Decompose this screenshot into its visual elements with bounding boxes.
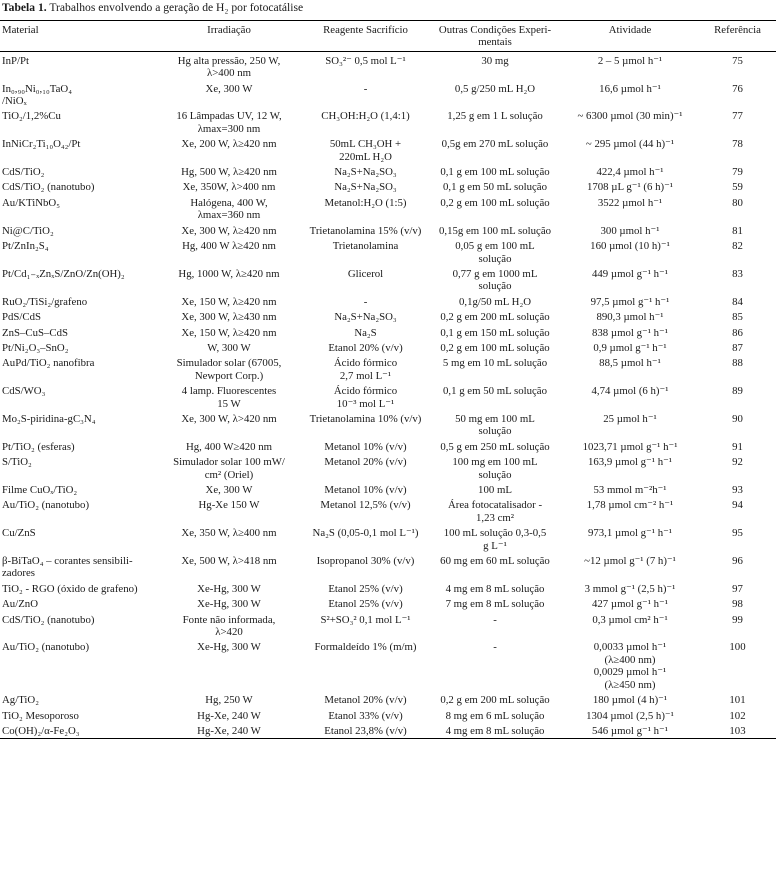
cell-referencia: 101 [729,694,746,707]
table-caption [2,1,303,15]
cell-atividade: 163,9 µmol g⁻¹ h⁻¹ [587,456,673,469]
table-row [0,638,776,691]
header-outras-condicoes: Outras Condições Experi- mentais [429,21,561,52]
table-row [0,453,776,481]
header-referencia: Referência [699,21,776,52]
cell-referencia: 59 [732,181,743,194]
table-row [0,611,776,639]
cell-atividade: 0,3 µmol cm² h⁻¹ [592,613,668,626]
cell-referencia: 87 [732,341,743,354]
header-reagente: Reagente Sacrifício [302,21,429,52]
cell-reagente: Etanol 25% (v/v) [328,582,403,595]
cell-condicoes: 0,2 g em 200 mL solução [440,311,550,324]
cell-referencia: 79 [732,166,743,179]
cell-condicoes: 0,77 g em 1000 mL solução [452,267,538,293]
cell-atividade: 422,4 µmol h⁻¹ [596,166,664,179]
cell-material: Au/TiO₂ (nanotubo) [2,641,90,654]
cell-material: CdS/TiO₂ [2,166,45,179]
cell-referencia: 93 [732,484,743,496]
cell-referencia: 103 [699,722,776,739]
cell-atividade: 160 µmol (10 h)⁻¹ [590,240,670,253]
cell-material: Au/TiO₂ (nanotubo) [2,499,90,512]
cell-reagente: Glicerol [347,267,384,280]
cell-material: RuO₂/TiSi₂/grafeno [2,295,88,308]
cell-material: Ni@C/TiO₂ [2,224,54,237]
cell-material: Au/KTiNbO₅ [2,196,60,209]
cell-condicoes: 5 mg em 10 mL solução [442,357,548,370]
cell-condicoes: 1,25 g em 1 L solução [447,110,543,123]
cell-referencia: 75 [732,54,743,67]
cell-reagente: Ácido fórmico 10⁻³ mol L⁻¹ [333,385,398,410]
cell-atividade: 3 mmol g⁻¹ (2,5 h)⁻¹ [584,582,676,595]
cell-atividade: 53 mmol m⁻²h⁻¹ [593,484,667,496]
cell-irradiacao: Xe, 300 W, λ>420 nm [181,412,277,425]
cell-atividade: 1304 µmol (2,5 h)⁻¹ [586,709,674,722]
cell-referencia: 81 [732,224,743,237]
cell-atividade: 449 µmol g⁻¹ h⁻¹ [592,267,668,280]
cell-material: Ag/TiO₂ [2,694,39,707]
cell-reagente: Na₂S+Na₂SO₃ [334,181,397,194]
cell-irradiacao: Xe, 200 W, λ≥420 nm [181,138,277,151]
cell-material: β-BiTaO₄ – corantes sensibili- zadores [2,555,133,580]
cell-irradiacao: Xe-Hg, 300 W [197,641,261,654]
table-row [0,707,776,722]
table-row [0,410,776,438]
cell-condicoes: 0,05 g em 100 mL solução [455,240,535,265]
cell-reagente: Etanol 20% (v/v) [328,341,403,354]
cell-material: PdS/CdS [2,311,42,324]
cell-reagente: CH₃OH:H₂O (1,4:1) [321,110,410,123]
cell-reagente: - [363,82,368,95]
table-row [0,580,776,595]
cell-atividade: 4,74 µmol (6 h)⁻¹ [591,385,669,398]
cell-irradiacao: 16 Lâmpadas UV, 12 W, λmax=300 nm [176,110,282,135]
cell-condicoes: 0,2 g em 200 mL solução [440,694,550,707]
cell-referencia: 96 [732,555,743,568]
cell-referencia: 78 [732,138,743,151]
table-caption-text: Trabalhos envolvendo a geração de H₂ por fotocatálise [49,1,304,14]
cell-condicoes: 100 mL solução 0,3-0,5 g L⁻¹ [443,527,547,552]
cell-condicoes: 0,2 g em 100 mL solução [440,196,550,209]
cell-irradiacao: Simulador solar (67005, Newport Corp.) [176,357,282,382]
cell-material: CdS/WO₃ [2,385,46,398]
cell-condicoes: 8 mg em 6 mL solução [445,709,545,722]
table-body [0,51,776,739]
table-header [0,21,776,52]
cell-atividade: 25 µmol h⁻¹ [603,412,657,425]
cell-referencia: 99 [732,613,743,626]
cell-referencia: 77 [732,110,743,123]
table-row [0,524,776,552]
cell-reagente: Trietanolamina 10% (v/v) [309,412,422,425]
cell-atividade: 16,6 µmol h⁻¹ [599,82,661,95]
cell-atividade: 1,78 µmol cm⁻² h⁻¹ [586,499,674,512]
cell-material: S/TiO₂ [2,456,32,469]
cell-irradiacao: Xe, 300 W, λ≥430 nm [181,311,277,324]
table-row [0,222,776,237]
cell-atividade: 0,9 µmol g⁻¹ h⁻¹ [593,341,667,354]
cell-atividade: ~ 6300 µmol (30 min)⁻¹ [577,110,683,123]
cell-irradiacao: Xe, 150 W, λ≥420 nm [181,295,277,308]
cell-atividade: 890,3 µmol h⁻¹ [596,311,664,324]
cell-irradiacao: Hg, 250 W [205,694,253,707]
cell-material: Pt/Cd₁₋ₓZnₓS/ZnO/Zn(OH)₂ [2,267,125,280]
cell-reagente: Metanol:H₂O (1:5) [324,196,407,209]
cell-referencia: 76 [732,82,743,95]
cell-material: AuPd/TiO₂ nanofibra [2,357,95,370]
cell-referencia: 100 [729,641,746,654]
cell-condicoes: 4 mg em 8 mL solução [429,722,561,739]
cell-reagente: Etanol 33% (v/v) [328,709,403,722]
cell-reagente: Formaldeído 1% (m/m) [314,641,417,654]
cell-irradiacao: Hg, 500 W, λ≥420 nm [181,166,277,179]
cell-referencia: 85 [732,311,743,324]
cell-atividade: 546 µmol g⁻¹ h⁻¹ [561,722,699,739]
header-row [0,21,776,52]
cell-irradiacao: Xe-Hg, 300 W [197,582,261,595]
cell-material: Pt/Ni₂O₃–SnO₂ [2,341,69,354]
cell-condicoes: 0,1g/50 mL H₂O [458,295,532,308]
cell-material: Cu/ZnS [2,527,36,540]
cell-irradiacao: Xe, 150 W, λ≥420 nm [181,326,277,339]
cell-reagente: Na₂S+Na₂SO₃ [334,311,397,324]
cell-irradiacao: Hg-Xe, 240 W [197,709,261,722]
cell-reagente: Metanol 20% (v/v) [324,694,407,707]
cell-irradiacao: Xe, 350W, λ>400 nm [182,181,276,194]
cell-condicoes: 50 mg em 100 mL solução [455,412,535,438]
cell-atividade: 97,5 µmol g⁻¹ h⁻¹ [590,295,670,308]
cell-material: TiO₂ - RGO (óxido de grafeno) [2,582,138,595]
cell-condicoes: 100 mL [478,484,512,496]
cell-irradiacao: Xe, 500 W, λ>418 nm [181,555,277,568]
cell-condicoes: 7 mg em 8 mL solução [445,598,545,611]
table-row [0,178,776,193]
cell-reagente: S²+SO₃² 0,1 mol L⁻¹ [320,613,411,626]
cell-referencia: 92 [732,456,743,469]
cell-irradiacao: Fonte não informada, λ>420 [182,613,276,639]
cell-atividade: ~ 295 µmol (44 h)⁻¹ [585,138,675,151]
table-row [0,339,776,354]
cell-referencia: 82 [732,240,743,253]
table-row [0,722,776,739]
table-row [0,51,776,79]
cell-material: Filme CuOₓ/TiO₂ [2,484,78,496]
cell-condicoes: 0,5 g/250 mL H₂O [454,82,536,95]
cell-condicoes: 0,1 g em 50 mL solução [443,181,547,194]
cell-reagente: SO₃²⁻ 0,5 mol L⁻¹ [325,54,406,67]
header-irradiacao: Irradiação [156,21,302,52]
cell-reagente: Etanol 25% (v/v) [328,598,403,611]
table-row [0,324,776,339]
cell-reagente: Trietanolamina 15% (v/v) [309,224,422,237]
header-material: Material [0,21,156,52]
cell-material: Co(OH)₂/α-Fe₂O₃ [0,722,156,739]
table-row [0,194,776,222]
cell-reagente: Metanol 10% (v/v) [324,484,407,496]
cell-atividade: 180 µmol (4 h)⁻¹ [592,694,668,707]
cell-condicoes: - [493,613,497,626]
cell-atividade: 1023,71 µmol g⁻¹ h⁻¹ [582,440,678,453]
cell-atividade: 973,1 µmol g⁻¹ h⁻¹ [587,527,673,540]
cell-condicoes: 0,1 g em 100 mL solução [440,166,550,179]
cell-irradiacao: Simulador solar 100 mW/ cm² (Oriel) [173,456,285,481]
cell-irradiacao: Hg, 1000 W, λ≥420 nm [178,267,280,280]
cell-referencia: 102 [729,709,746,722]
cell-referencia: 94 [732,499,743,512]
cell-reagente: Trietanolamina [332,240,399,253]
cell-irradiacao: Xe, 350 W, λ≥400 nm [181,527,277,540]
cell-referencia: 95 [732,527,743,540]
cell-atividade: 838 µmol g⁻¹ h⁻¹ [592,326,668,339]
cell-atividade: ~12 µmol g⁻¹ (7 h)⁻¹ [584,555,676,568]
cell-referencia: 84 [732,295,743,308]
cell-irradiacao: Xe-Hg, 300 W [197,598,261,611]
cell-irradiacao: 4 lamp. Fluorescentes 15 W [181,385,277,410]
cell-condicoes: 0,1 g em 50 mL solução [443,385,547,398]
table-row [0,595,776,610]
cell-material: Pt/TiO₂ (esferas) [2,440,75,453]
cell-atividade: 3522 µmol h⁻¹ [597,196,663,209]
cell-condicoes: Área fotocatalisador - 1,23 cm² [447,499,543,524]
cell-condicoes: 0,5 g em 250 mL solução [440,440,550,453]
cell-referencia: 86 [732,326,743,339]
cell-referencia: 88 [732,357,743,370]
cell-irradiacao: Hg alta pressão, 250 W, λ>400 nm [177,54,281,80]
cell-referencia: 97 [732,582,743,595]
cell-irradiacao: Hg, 400 W≥420 nm [185,440,273,453]
cell-material: TiO₂/1,2%Cu [2,110,61,123]
cell-condicoes: 0,15g em 100 mL solução [438,224,552,237]
cell-referencia: 83 [732,267,743,280]
cell-referencia: 98 [732,598,743,611]
cell-reagente: Ácido fórmico 2,7 mol L⁻¹ [333,357,398,382]
table-row [0,80,776,108]
cell-irradiacao: Xe, 300 W [205,82,253,95]
cell-reagente: Na₂S [354,326,377,339]
table-row [0,354,776,382]
cell-reagente: Isopropanol 30% (v/v) [316,555,415,568]
cell-reagente: 50mL CH₃OH + 220mL H₂O [329,138,402,163]
cell-material: Pt/ZnIn₂S₄ [2,240,49,253]
cell-referencia: 89 [732,385,743,398]
data-table [0,20,776,739]
table-row [0,691,776,706]
table-row [0,293,776,308]
cell-reagente: - [363,295,368,308]
cell-atividade: 1708 µL g⁻¹ (6 h)⁻¹ [586,181,674,194]
cell-material: ZnS–CuS–CdS [2,326,69,339]
cell-material: TiO₂ Mesoporoso [2,709,79,722]
cell-irradiacao: Hg-Xe 150 W [198,499,260,512]
cell-condicoes: 0,1 g em 150 mL solução [440,326,550,339]
cell-referencia: 80 [732,196,743,209]
cell-material: CdS/TiO₂ (nanotubo) [2,181,95,194]
table-row [0,135,776,163]
cell-material: In₀,₉₀Ni₀,₁₀TaO₄ /NiOₓ [2,82,72,108]
cell-irradiacao: Hg, 400 W λ≥420 nm [182,240,276,253]
table-row [0,481,776,496]
cell-atividade: 0,0033 µmol h⁻¹ (λ≥400 nm) 0,0029 µmol h⁻¹ (λ≥450 nm) [593,641,667,691]
cell-reagente: Na₂S (0,05-0,1 mol L⁻¹) [312,527,419,540]
table-row [0,552,776,580]
cell-condicoes: 30 mg [481,54,509,67]
cell-atividade: 300 µmol h⁻¹ [600,224,660,237]
cell-condicoes: 0,5g em 270 mL solução [441,138,549,151]
header-atividade: Atividade [561,21,699,52]
table-row [0,382,776,410]
table-row [0,107,776,135]
cell-material: CdS/TiO₂ (nanotubo) [2,613,95,626]
cell-condicoes: 100 mg em 100 mL solução [452,456,538,481]
table-row [0,237,776,265]
cell-reagente: Metanol 10% (v/v) [324,440,407,453]
cell-reagente: Etanol 23,8% (v/v) [302,722,429,739]
cell-irradiacao: Hg-Xe, 240 W [156,722,302,739]
table-row [0,163,776,178]
cell-reagente: Metanol 20% (v/v) [324,456,407,469]
cell-condicoes: 4 mg em 8 mL solução [445,582,545,595]
cell-condicoes: 0,2 g em 100 mL solução [440,341,550,354]
cell-reagente: Na₂S+Na₂SO₃ [334,166,397,179]
table-row [0,438,776,453]
cell-irradiacao: Xe, 300 W [205,484,253,496]
cell-material: InNiCr₂Ti₁₀O₄₂/Pt [2,138,81,151]
cell-condicoes: 60 mg em 60 mL solução [440,555,550,568]
cell-irradiacao: Halógena, 400 W, λmax=360 nm [190,196,268,222]
table-row [0,265,776,293]
cell-material: InP/Pt [2,54,30,67]
cell-irradiacao: Xe, 300 W, λ≥420 nm [181,224,277,237]
cell-material: Au/ZnO [2,598,38,611]
cell-material: Mo₂S-piridina-gC₃N₄ [2,412,96,425]
cell-atividade: 2 – 5 µmol h⁻¹ [597,54,663,67]
cell-atividade: 427 µmol g⁻¹ h⁻¹ [592,598,668,611]
cell-reagente: Metanol 12,5% (v/v) [320,499,411,512]
table-row [0,496,776,524]
cell-atividade: 88,5 µmol h⁻¹ [599,357,661,370]
table-caption-label: Tabela 1. [2,1,47,14]
cell-irradiacao: W, 300 W [207,341,251,354]
cell-referencia: 90 [732,412,743,425]
cell-condicoes: - [493,641,497,654]
cell-referencia: 91 [732,440,743,453]
table-row [0,308,776,323]
